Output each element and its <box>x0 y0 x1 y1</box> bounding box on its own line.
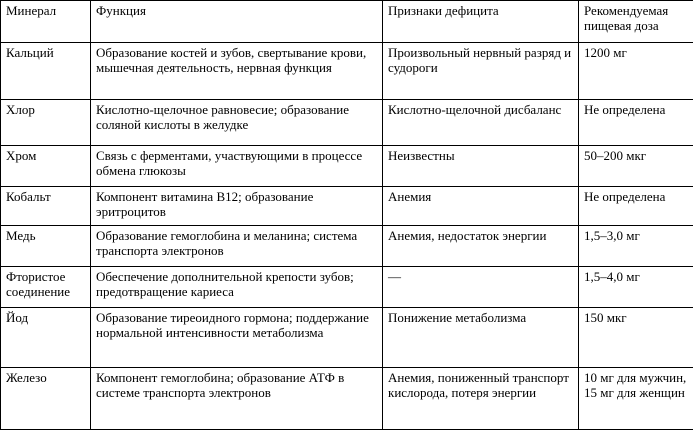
header-dose: Рекомендуемая пищевая доза <box>579 1 693 43</box>
table-header-row <box>1 1 693 43</box>
cell-dose: 1,5–4,0 мг <box>579 267 693 308</box>
cell-dose: 50–200 мкг <box>579 146 693 187</box>
cell-mineral: Фтористое соединение <box>1 267 91 308</box>
table-row <box>1 226 693 267</box>
cell-signs: Произвольный нервный разряд и судороги <box>383 43 579 100</box>
table-row <box>1 187 693 226</box>
cell-signs: Кислотно-щелочной дисбаланс <box>383 100 579 146</box>
cell-mineral: Кальций <box>1 43 91 100</box>
table-row <box>1 267 693 308</box>
cell-mineral: Йод <box>1 308 91 368</box>
header-signs: Признаки дефицита <box>383 1 579 43</box>
cell-function: Компонент гемоглобина; образование АТФ в системе транспорта электронов <box>91 368 383 430</box>
cell-signs: — <box>383 267 579 308</box>
header-mineral: Минерал <box>1 1 91 43</box>
cell-dose: 150 мкг <box>579 308 693 368</box>
cell-function: Образование костей и зубов, свертывание крови, мышечная деятельность, нервная функция <box>91 43 383 100</box>
table-row <box>1 100 693 146</box>
table-row <box>1 43 693 100</box>
cell-signs: Анемия, недостаток энергии <box>383 226 579 267</box>
cell-mineral: Хром <box>1 146 91 187</box>
table-row <box>1 308 693 368</box>
cell-dose: Не определена <box>579 187 693 226</box>
cell-signs: Анемия <box>383 187 579 226</box>
cell-function: Кислотно-щелочное равновесие; образование соляной кислоты в желудке <box>91 100 383 146</box>
cell-signs: Понижение метаболизма <box>383 308 579 368</box>
cell-function: Обеспечение дополнительной крепости зубов; предотвращение кариеса <box>91 267 383 308</box>
cell-function: Образование гемоглобина и меланина; система транспорта электронов <box>91 226 383 267</box>
cell-mineral: Кобальт <box>1 187 91 226</box>
cell-signs: Неизвестны <box>383 146 579 187</box>
cell-dose: 1200 мг <box>579 43 693 100</box>
cell-function: Образование тиреоидного гормона; поддержание нормальной интенсивности метаболизма <box>91 308 383 368</box>
cell-dose: Не определена <box>579 100 693 146</box>
cell-mineral: Железо <box>1 368 91 430</box>
cell-mineral: Медь <box>1 226 91 267</box>
cell-signs: Анемия, пониженный транспорт кислорода, потеря энергии <box>383 368 579 430</box>
header-function: Функция <box>91 1 383 43</box>
cell-function: Компонент витамина В12; образование эритроцитов <box>91 187 383 226</box>
cell-mineral: Хлор <box>1 100 91 146</box>
cell-dose: 10 мг для мужчин, 15 мг для женщин <box>579 368 693 430</box>
cell-function: Связь с ферментами, участвующими в процессе обмена глюкозы <box>91 146 383 187</box>
cell-dose: 1,5–3,0 мг <box>579 226 693 267</box>
table-row <box>1 146 693 187</box>
table-row <box>1 368 693 430</box>
